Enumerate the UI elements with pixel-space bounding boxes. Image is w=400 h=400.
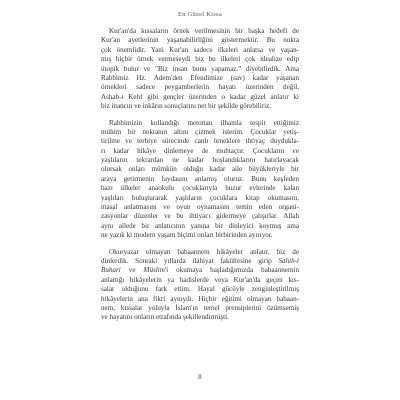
text-line: olursak onları mümkün olduğu kadar aile büyükleriyle bir <box>101 165 299 174</box>
text-line: çok önemlidir. Yani Kur'an sadece ilkeleri anlatsa ve yaşan- <box>101 45 299 54</box>
text-line: salar olduğunu fark ettim. Hayal gücüyle zenginleştirilmiş <box>101 285 299 294</box>
text-line: mış hiçbir örnek vermeseydi biz bu ilkeleri çok idealize edip <box>101 55 299 64</box>
paragraph-2 <box>101 119 299 241</box>
text-line: nem, kıssalar yoluyla İslam'ın temel prensiplerini özümsemiş <box>101 303 299 312</box>
text-line: yaşlıları buluşturarak yaşlıların çocuklara kitap okumasını, <box>101 193 299 202</box>
text-line: Ashab-ı Kehf gibi gençler üzerinden o kadar güzel anlatır ki <box>101 92 299 101</box>
text-line: yaşlıların tekrardan ne kadar hoşlandıklarını hatırlayacak <box>101 156 299 165</box>
paragraph-3 <box>101 248 299 323</box>
text-line: ve hayatını onların etrafında şekillendirmişti. <box>101 313 229 322</box>
text-line: araya getirmenin faydasını anlamış oluruz. Bunu keşfeden <box>101 174 299 183</box>
text-line: mühim bir noktanın altını çizmek isterim. Çocuklar yetiş- <box>101 127 299 136</box>
text-line: Okuryazar olmayan babaannem hikâyeler anlatır, biz de <box>109 247 299 256</box>
text-line: tirilme ve terbiye sürecinde canlı örneklere ihtiyaç duydukla- <box>101 137 299 146</box>
body-text <box>101 27 299 330</box>
text-line: Rabbimizin kullandığı metottan ilhamla tespit ettiğimiz <box>109 118 299 127</box>
text-line: Rabbimiz Hz. Adem'den Efendimize (sav) kadar yaşanan <box>101 73 299 82</box>
text-line: rı kadar hikâye dinlemeye de muhtaçtır. Çocukların ve <box>101 146 299 155</box>
text-line: bazı ülkeler anaokulu çocuklarıyla huzur evlerinde kalan <box>101 184 299 193</box>
text-line: zasyonlar düzenler ve bu ihtiyacı gidermeye çalışırlar. Allah <box>101 212 299 221</box>
text-line: anlattığı hikâyelerin ya hadislerde veya Kur'an'da geçen kıs- <box>101 275 299 284</box>
page-number: 8 <box>198 374 202 381</box>
text-line: Kur'an'da kıssaların örnek verilmesinin bir başka hedefi de <box>109 27 299 35</box>
text-line: biz inancın ve inkârın sonuçlarını net bir şekilde görebiliriz. <box>101 102 272 111</box>
text-line: örnekleri sadece peygamberlerin hayatı üzerinden değil, <box>101 83 299 92</box>
text-line: dinlerdik. Sonraki yıllarda ilahiyat fakültesine girip Sahih-i <box>101 256 299 265</box>
paragraph-1 <box>101 27 299 112</box>
text-line: ütopik bulur ve "Biz insan bunu yapamaz." diyebilirdik. Ama <box>101 64 299 73</box>
text-line: hikâyelerin ana fikri aynıydı. Hiçbir eğitimi olmayan babaan- <box>101 294 299 303</box>
text-line: ne yazık ki modern yaşam biçimi onları birbirinden ayırıyor. <box>101 231 273 240</box>
text-line: Kur'an ayetlerinin yaşanabilirliğini göstermektir. Bu nokta <box>101 36 299 45</box>
text-line: masal anlatmasını ve oyun oynamasını temin eden organi- <box>101 203 299 212</box>
text-line: aynı ailede bir anlatıcının yanına bir dinleyici koymuş ama <box>101 221 299 230</box>
running-head: En Güzel Kıssa <box>178 11 222 18</box>
text-line: Buhari ve Müslim'i okumaya başladığımızda babaannemin <box>101 266 299 275</box>
